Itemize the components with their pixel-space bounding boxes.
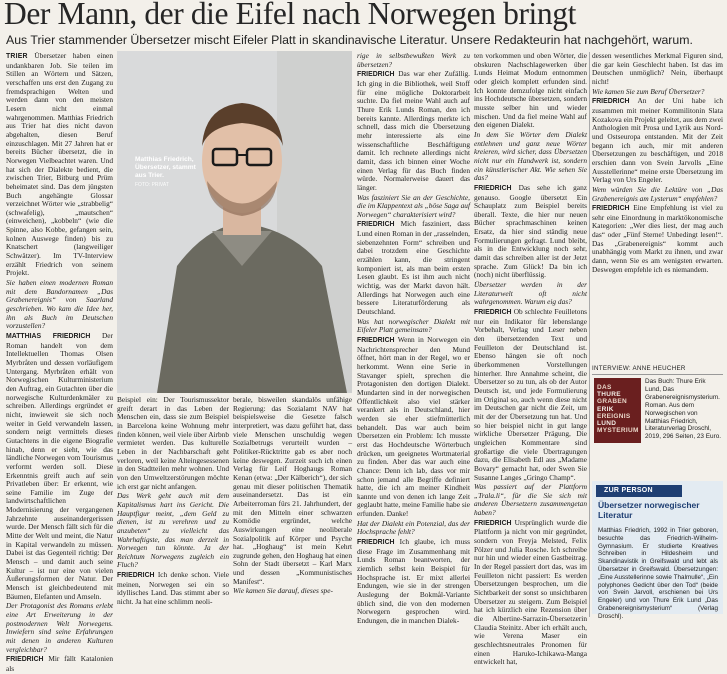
answer: Eine Empfehlung ist viel zu sehr eine Einordnung in marktökonomische Kategorien: „Wer dies liest, der mag auch das“ oder „Fünf Sterne! Unbedingt lesen!“. Das „Grabenereignis“ kommt auch unabhängig vom Markt zu ihnen, und zwar dann, wenn Sie es am wenigsten erwarten. Deswegen empfehle ich es niemandem. [592, 203, 723, 274]
question: rige in selbstbewußten Werk zu übersetzen? [357, 51, 470, 69]
article-standfirst: Aus Trier stammender Übersetzer mischt Eifeler Platt in skandinavische Literatur. Unsere Redakteurin hat nachgehört, warum. [6, 33, 693, 47]
column-5 [474, 51, 587, 667]
question: In dem Sie Wörter dem Dialekt entlehnen und ganz neue Wörter kreieren, wird sicher, dass Übersetzen nicht nur ein Handwerk ist, sondern ein künstlerischer Akt. Wie sehen Sie das? [474, 129, 587, 183]
speaker: FRIEDRICH [357, 337, 395, 344]
cover-line: LUND [597, 420, 617, 428]
answer: Ob schlechte Feuilletons nur ein Indikator für lebenslange Vorbehalt, Verlag und Leser neben den übersetzenden Text und Feuilleton der Deutschland ist. Ebenso hängen sie oft noch überkommenen Vorstellungen hinterher. Ihre Annahme scheint, die Übersetzer so zu tun, als ob der Autor Deutsch ist, und jede Formulierung im Original so, auch wenn diese nicht im Deutschen gar nicht die Zeit, um mit der der Übersetzung tun hat. Und so hier beispiel nicht in gut lange wirkliche Übersetzer Prägung, Die ungleichen Kommentare sind großartige die viele Übertragungen dazu, die Elisabeth Edl aus „Madame Bovary“ gemacht hat, oder Swen Sie Susanne Langes „Gringo Champ“. [474, 307, 587, 482]
credit-divider [592, 374, 723, 375]
answer: Das sehe ich ganz genauso. Google übersetzt Ein Schauplatz zum Beispiel bereits überall. Texte, die hier nur neuen Bücher sprachmaschinen keinen Ersatz, da hier sind ständig neue Formulierungen gefragt. Lund bleibt, als in die Entwicklung noch sehr, damit das schreiben aller ist der Jetzt sprache. Zum Glück! Da bin ich (noch) nicht überflüssig. [474, 182, 587, 280]
speaker: FRIEDRICH [474, 519, 512, 527]
answer: Ich glaube, ich muss diese Frage im Zusammenhang mit Lunds Roman beantworten, der ziemlich selbst kein Beispiel für Hochsprache ist. Er mixt allerlei Endungen, wie sie in der strengen Auslegung der Bokmål-Variante üblich sind, die von den modernen Norwegern gesprochen wird. Endungen, die in manchen Dialek- [357, 537, 470, 625]
photo-credit: FOTO: PRIVAT [135, 182, 169, 188]
book-cover-title [597, 384, 639, 434]
speaker: FRIEDRICH [474, 309, 512, 317]
cover-line: THURE [597, 391, 621, 399]
answer: Mich fasziniert, dass Lund einen Roman in der „rasselnden, siebenzehnten Form“ schreiben und dabei trotzdem eine Geschichte erzählen kann, die stringent komponiert ist, als man beim ersten Lesen glaubt. Es ist ihm auch nicht wichtig, was der Markt davon hält. Allerdings hat Norwegen auch eine bessere Literaturförderung als Deutschland. [357, 219, 470, 317]
cover-line: ERIK [597, 405, 614, 413]
portrait-photo [117, 51, 352, 393]
article-headline: Der Mann, der die Eifel nach Norwegen bringt [4, 0, 576, 31]
speaker: FRIEDRICH [357, 71, 395, 79]
speaker: FRIEDRICH [592, 98, 630, 106]
zur-person-title: Übersetzer norwegischer Literatur [598, 500, 700, 520]
answer: Der Roman handelt von dem Intellektuellen Thomas Olsen Myrbråten und dessen vorläufigem Untergang. Myrbråten erhält von Norwegischen Kulturministerium den Auftrag, ein Gutachten über die norwegische Kulturdenkmäler zu schreiben. Allerdings ergründet er nicht, inwieweit sie sich noch weiter in Geld verwandeln lassen, sondern neigt vermittels dieses Gutachtens in die eigene Biografie hinab, denn er sieht, wie das ländliche Norwegen vom Tourismus verformt werden soll. Diese Erkenntnis greift auch auf sein Privatleben über: Er erkennt, wie seine Familie im Zuge der landwirtschaftlichen Modernisierung der vergangenen Jahrzehnte auseinandergerissen wurde. Der Mensch fällt sich für die Mitte der Welt und meint, die Natur in Kapital verwandeln zu müssen. Dabei ist das Gegenteil richtig: Der Mensch – und damit auch seine Kultur – ist nur eine von vielen Äußerungsformen der Natur. Der Mensch ist gleichbedeutend mit Bäumen, Elefanten und Amseln. [6, 331, 113, 601]
question: Das Werk geht auch mit dem Kapitalismus hart ins Gericht. Die Hauptfigur meint, „dem Geld zu dienen, ist zu verehren und zu anzubeten“ zu vielleicht das Wahrhaftigste, das man derzeit in Norwegen tun könnte. Ja der Reichtum Norwegens zugleich ein Fluch? [117, 491, 229, 570]
column-4 [357, 51, 471, 625]
book-info: Das Buch: Thure Erik Lund, Das Grabenereignismysterium. Roman. Aus dem Norwegischen von Matthias Friedrich, Literaturverlag Droschl, 2019, 296 Seiten, 23 Euro. [645, 378, 722, 441]
portrait-illustration [117, 51, 352, 393]
question: Sie haben einen modernen Roman mit dem Bandornamen „Das Grabenereignis“ von Saarland geschrieben. Wo kam die Idee her, ihn als Buch im Deutschen vorzustellen? [6, 278, 113, 331]
answer: An der Uni habe ich zusammen mit meiner Kommilitonin Slata Kozakova ein Projekt geleitet, aus dem zwei Anthologien mit Prosa und Lyrik aus Nord- und Ostseuropa entstanden. Mit der Zeit begann ich auch, mir mit anderen Übersetzungen zu beschäftigen, und 2018 erschien dann von Svein Jarvolls „Eine Ausstellerinne“ meine erste Übersetzung im Verlag von Urs Engeler. [592, 96, 723, 185]
book-cover [594, 378, 641, 443]
speaker: FRIEDRICH [357, 221, 395, 229]
speaker: FRIEDRICH [474, 184, 512, 192]
question: Was passiert auf der Plattform „Trala.li“, für die Sie sich mit anderen Übersetzern zusammengetan haben? [474, 482, 587, 518]
column-2 [117, 396, 229, 617]
speaker: FRIEDRICH [117, 572, 155, 580]
photo-caption [135, 156, 205, 189]
paragraph: Beispiel ein: Der Tourismussektor greift derart in das Leben der Menschen ein, dass sie zum Beispiel in Barcelona keine Wohnung mehr finden können, weil viele über Airbnb vermietet werden. Das kulturelle Leben in der Nachbarschaft geht verloren, weil keine Alteingesessenen in den Stadtteilen mehr wohnen. Und von den Umweltzerstörungen möchte ich erst gar nicht anfangen. [117, 395, 229, 491]
cover-line: EREIGNIS [597, 412, 631, 420]
speaker: FRIEDRICH [592, 205, 630, 213]
question: Hat der Dialekt ein Potenzial, das der Hochsprache fehlt? [357, 518, 470, 537]
column-3 [233, 396, 352, 617]
speaker: FRIEDRICH [6, 656, 44, 664]
answer: Ursprünglich wurde die Plattform ja nicht von mir gegründet, sondern von Freyja Melsted, Felix Pölzer und Julia Rosche. Ich schreibe nur hin und wieder einen Gastbeitrag. In der Regel passiert dort das, was im Feuilleton nicht passiert: Es werden Übersetzungen besprochen, um die Sichtbarkeit der sonst so unsichtbaren Übersetzer zu steigern. Zum Beispiel hat ich kürzlich eine Rezension über die Albertine-Sarrazin-Übersetzerin Claudia Steinitz. Aber ich erhält auch, wie Verena Maser ein geschlechtsneutrales Pronomen für einen Haruko-Ichikawa-Manga entwickelt hat, [474, 517, 587, 667]
zur-person-tag: ZUR PERSON [596, 485, 682, 497]
answer: Ich denke schon. Viele meinen, Norwegen sei ein so idyllisches Land. Das stimmt aber so nicht. Ja hat eine schlimm neoli- [117, 570, 230, 607]
answer: Mir fällt Katalonien als [6, 654, 113, 673]
speaker: FRIEDRICH [357, 539, 395, 547]
column-rule [589, 52, 590, 617]
speaker: MATTHIAS FRIEDRICH [6, 333, 91, 340]
paragraph: berale, bisweilen skandalös unfähige Regierung: das Sozialamt NAV hat beispielsweise die Gesetze falsch interpretiert, was dazu geführt hat, dass viele Menschen unschuldig wegen Sozialbetrugs verurteilt wurden – Politiker-Rücktritte gab es aber noch keine deswegen. Zurzeit such ich einen Verlag für Leif Hoghaugs Roman Kenan (etwa: „Der Kälberich“), der sich genau mit dieser politischen Thematik auseinandersetzt. Das ist ein Arbeiterroman fürs 21. Jahrhundert, der mit den Mitteln einer schwarzen Komödie ergründet, welche Auswirkungen eine neoliberale Sozialpolitik auf Körper und Psyche hat. „Hoghaug“ ist mein Kehrt zugrunde gehen, den Hoghaug hat einen Sohn der Stadt übersetzt – Karl Marx und dessen „Kommunistisches Manifest“. [233, 395, 352, 586]
dateline: TRIER [6, 53, 28, 60]
question: Übersetzer werden in der Literaturwelt oft nicht wahrgenommen. Warum eig das? [474, 280, 587, 307]
question: Was hat norwegischer Dialekt mit Eifeler Platt gemeinsam? [357, 316, 470, 335]
question: Wie kamen Sie zum Beruf Übersetzer? [592, 86, 705, 96]
question: Was fasziniert Sie an der Geschichte, die im Klappentext als „böse Saga auf Norwegen“ charakterisiert wird? [357, 192, 471, 219]
answer: Wenn in Norwegen ein Nachrichtensprecher den Mund öffnet, hört man in der Regel, wo er herkommt. Wenn eine Serie in Stavanger spielt, sprechen die Protagonisten den dortigen Dialekt. Mundarten sind in der norwegischen Öffentlichkeit also viel stärker verankert als in Deutschland, hier werden sie eher stiefmütterlich behandelt. Das war auch beim Übersetzen ein Problem: Ich musste erst das Hochdeutsche Wörterbuch drücken, um geeignetes Wortmaterial zu finden. Aber das war auch eine Chance: Denn ich lab, dass vor mir schon jemand alle Begriffe definiert hatte, die ich am meiner Kindheit kannte und von denen ich lange Zeit geglaubt hatte, meine Familie habe sie erfunden. Danke! [357, 335, 470, 519]
cover-line: MYSTERIUM [597, 427, 639, 435]
question: Wem würden Sie die Lektüre von „Das Grabenereignis am Lysterum“ empfehlen? [592, 184, 723, 203]
column-6 [592, 52, 723, 362]
column-1 [6, 51, 113, 673]
photo-caption-text: Matthias Friedrich, Übersetzer, stammt aus Trier. [135, 156, 196, 179]
zur-person-box [592, 481, 723, 620]
zur-person-body: Matthias Friedrich, 1992 in Trier geboren, besuchte das Friedrich-Wilhelm-Gymnasium. Er studierte Kreatives Schreiben in Hildesheim und Skandinavistik in Greifswald und lebt als Übersetzer in Greifswald. Übersetzungen: „Eine Ausstellerinne sowie Thalmulle“, „Ein polyphones Gedicht über den Tod“ (beide von Svein Jarvoll, erschienen bei Urs Engeler) und von Thure Erik Lund „Das Grabenereignismysterium“ (Verlag Droschl). [598, 527, 718, 620]
question: Wie kamen Sie darauf, dieses spe- [233, 586, 333, 596]
lead-paragraph: Übersetzer haben einen undankbaren Job. Sie teilen im Stillen an Wörtern und Sätzen, verschaffen uns erst den Zugang zu fremdsprachigen Welten und werden dann von den meisten Lesern nicht einmal wahrgenommen. Matthias Friedrich aus Trier hat dies nicht davon abgehalten, diesen Beruf einzuschlagen. Mit 27 Jahren hat er bereits Bücher übersetzt, die in Norwegen Vielbeachtet waren. Und hat sich der Dialekte bedient, die zwischen Trier, Bitburg und Prüm beheimatet sind. Das dem jüngsten Buch angehängte Glossar verzeichnet Wörter wie „strabbelig“ (schwafelig), „mautschen“ (einweichen), „kobbeln“ (wie die Spinne, also Kobbe, gefangen sein, kolnen Auswege finden) bis zu Knatschert (langweiliger Schwätzer). Im TV-Interview erzählt Friedrich von seinem Projekt. [6, 51, 113, 278]
paragraph: dessen wesentliches Merkmal Figuren sind, die gar kein Geschlecht haben. Ist das im Deutschen unmöglich? Nein, überhaupt nicht! [592, 51, 723, 86]
answer: Das war eher Zufällig. Ich ging in die Bibliothek, weil Stoff für eine mögliche Doktorarbeit suchte. Da fiel meine Wahl auch auf Thure Erik Lunds Roman, den ich bereits kannte. Allerdings merkte ich schnell, dass mich die Übersetzung mehr interessierte als eine wissenschaftliche Beschäftigung damit. Ich rechnete allerdings nicht damit, dass ich binnen einer Woche einen Verlag für das Buch finden würde. Normalerweise dauert das länger. [357, 69, 470, 192]
cover-line: GRABEN [597, 398, 627, 406]
question: Der Protagonist des Romans erlebt eine Art Erweiterung in der postmodernen Welt Norwegens. Inwiefern sind seine Erfahrungen mit denen in anderen Kulturen vergleichbar? [6, 601, 113, 654]
paragraph: ten vorkommen und oben Wörter, die obskuren Nachschlagewerken über Lunds Heimat Modum entnommen oder gleich komplett erfunden sind. Ich konnte demzufolge nicht einfach ins Hochdeutsche übersetzen, sondern musste selber hin und wieder mischen. Und da fiel meine Wahl auf den eigenen Dialekt. [474, 51, 587, 130]
interview-credit: INTERVIEW: ANNE HEUCHER [592, 365, 686, 372]
cover-line: DAS [597, 384, 612, 391]
